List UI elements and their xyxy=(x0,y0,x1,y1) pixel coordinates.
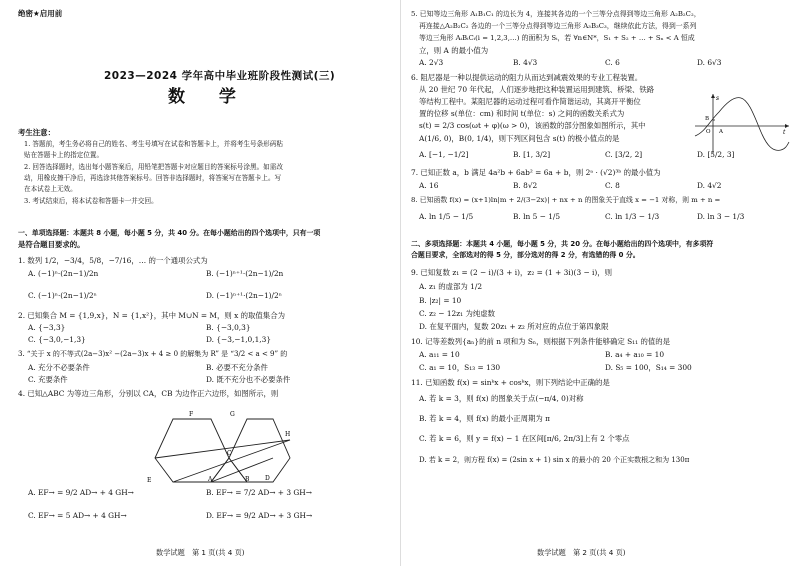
q2-option-a: A. {−3,3} xyxy=(28,323,66,332)
q5-option-d: D. 6√3 xyxy=(697,58,722,67)
q10-option-c: C. a₁ = 10，S₁₃ = 130 xyxy=(419,363,501,372)
q9-option-b: B. |z₂| = 10 xyxy=(419,296,462,305)
q7-option-d: D. 4√2 xyxy=(697,181,722,190)
page-footer: 数学试题 第 2 页(共 4 页) xyxy=(537,548,626,557)
q4-option-d: D. EF→ = 9/2 AD→ + 3 GH→ xyxy=(206,511,313,520)
point-a-label: A xyxy=(719,129,723,135)
label-e: E xyxy=(147,477,152,484)
q4-option-c: C. EF→ = 5 AD→ + 4 GH→ xyxy=(28,511,127,520)
notice-line: 在本试卷上无效。 xyxy=(24,185,77,193)
q5-option-c: C. 6 xyxy=(605,58,620,67)
q8-option-d: D. ln 3 − 1/3 xyxy=(697,212,745,221)
q2-option-d: D. {−3,−1,0,1,3} xyxy=(206,335,272,344)
notice-line: 贴在答题卡上的指定位置。 xyxy=(24,151,104,159)
q3-option-c: C. 充要条件 xyxy=(28,375,68,384)
hexagon-figure xyxy=(145,398,295,484)
section-2-heading: 二、多项选择题：本题共 4 小题，每小题 5 分，共 20 分。在每小题给出的四个选项中，有多项符 xyxy=(411,240,714,248)
q8-option-c: C. ln 1/3 − 1/3 xyxy=(605,212,660,221)
q4-option-b: B. EF→ = 7/2 AD→ + 3 GH→ xyxy=(206,488,312,497)
q6-option-a: A. [−1, −1/2] xyxy=(419,150,469,159)
q1-option-a: A. (−1)ⁿ·(2n−1)/2n xyxy=(28,269,99,278)
cosine-graph xyxy=(691,92,791,156)
q11-option-b: B. 若 k = 4，则 f(x) 的最小正周期为 π xyxy=(419,414,551,423)
q4-option-a: A. EF→ = 9/2 AD→ + 4 GH→ xyxy=(28,488,134,497)
q5-option-a: A. 2√3 xyxy=(419,58,444,67)
label-b: B xyxy=(245,476,250,483)
label-g: G xyxy=(230,411,235,418)
notice-line: 1. 答题前，考生务必将自己的姓名、考生号填写在试卷和答题卡上，并将考生号条形码粘 xyxy=(24,140,283,148)
q10-option-a: A. a₁₁ = 10 xyxy=(419,350,460,359)
question-3: 3. “关于 x 的不等式(2a−3)x² −(2a−3)x + 4 ≥ 0 的解集为 R” 是 “3/2 < a < 9” 的 xyxy=(18,350,288,358)
q1-option-b: B. (−1)ⁿ⁺¹·(2n−1)/2n xyxy=(206,269,284,278)
question-6: 6. 阻尼器是一种以提供运动的阻力从而达到减震效果的专业工程装置。 xyxy=(411,73,643,82)
q9-option-c: C. z₂ − 12z₁ 为纯虚数 xyxy=(419,309,496,318)
question-11: 11. 已知函数 f(x) = sinᵏx + cosᵏx，则下列结论中正确的是 xyxy=(411,378,610,387)
q9-option-d: D. 在复平面内，复数 20z₁ + z₂ 所对应的点位于第四象限 xyxy=(419,322,609,331)
q11-option-d: D. 若 k = 2，则方程 f(x) = (2sin x + 1) sin x 的最小的 20 个正实数根之和为 130π xyxy=(419,456,690,464)
question-1: 1. 数列 1/2，−3/4，5/8，−7/16，… 的一个通项公式为 xyxy=(18,256,208,265)
question-2: 2. 已知集合 M = {1,9,x}，N = {1,x²}，其中 M∪N = M，则 x 的取值集合为 xyxy=(18,311,285,320)
exam-title: 2023—2024 学年高中毕业班阶段性测试(三) xyxy=(104,70,336,82)
q10-option-d: D. S₅ = 100，S₁₄ = 300 xyxy=(605,363,692,372)
q10-option-b: B. a₄ + a₁₀ = 10 xyxy=(605,350,665,359)
q6-option-c: C. [3/2, 2] xyxy=(605,150,643,159)
q1-option-d: D. (−1)ⁿ⁺¹·(2n−1)/2ⁿ xyxy=(206,291,282,300)
notice-line: 3. 考试结束后，将本试卷和答题卡一并交回。 xyxy=(24,197,158,205)
page-2 xyxy=(400,0,800,566)
notice-line: 动，用橡皮擦干净后，再选涂其他答案标号。回答非选择题时，将答案写在答题卡上。写 xyxy=(24,174,282,182)
question-5: 5. 已知等边三角形 A₁B₁C₁ 的边长为 4，连接其各边的一个三等分点得到等边三角形 A₂B₂C₂， xyxy=(411,10,701,18)
section-1-heading: 一、单项选择题：本题共 8 小题，每小题 5 分，共 40 分。在每小题给出的四个选项中，只有一项 xyxy=(18,229,321,237)
origin-label: O xyxy=(706,129,711,135)
question-6-line: 置的位移 s(单位：cm) 和时间 t(单位：s) 之间的函数关系式为 xyxy=(419,109,625,118)
notice-line: 2. 回答选择题时，选出每小题答案后，用铅笔把答题卡对应题目的答案标号涂黑。如需改 xyxy=(24,163,283,171)
notice-heading: 考生注意： xyxy=(18,128,55,137)
question-5-line: 再连接△A₂B₂C₂ 各边的一个三等分点得到等边三角形 A₃B₃C₃，继续依此方法，得到一系列 xyxy=(419,22,697,30)
question-4: 4. 已知△ABC 为等边三角形，分别以 CA，CB 为边作正六边形，如图所示，则 xyxy=(18,389,279,398)
page-footer: 数学试题 第 1 页(共 4 页) xyxy=(156,548,245,557)
question-6-line: 等结构工程中。某阻尼器的运动过程可看作简谐运动，其离开平衡位 xyxy=(419,97,641,106)
q3-option-d: D. 既不充分也不必要条件 xyxy=(206,375,291,384)
q7-option-b: B. 8√2 xyxy=(513,181,538,190)
axis-label-s: s xyxy=(716,95,720,102)
label-a: A xyxy=(208,476,213,483)
q6-option-b: B. [1, 3/2] xyxy=(513,150,551,159)
label-h: H xyxy=(285,431,291,438)
q5-option-b: B. 4√3 xyxy=(513,58,538,67)
question-9: 9. 已知复数 z₁ = (2 − i)/(3 + i)，z₂ = (1 + 3i)(3 − i)，则 xyxy=(411,268,613,277)
q1-option-c: C. (−1)ⁿ·(2n−1)/2ⁿ xyxy=(28,291,97,300)
q2-option-b: B. {−3,0,3} xyxy=(206,323,251,332)
q7-option-c: C. 8 xyxy=(605,181,620,190)
axis-label-t: t xyxy=(783,129,786,136)
section-2-heading-cont: 合题目要求，全部选对的得 5 分，部分选对的得 2 分，有选错的得 0 分。 xyxy=(411,251,640,259)
label-f: F xyxy=(189,411,194,418)
q8-option-b: B. ln 5 − 1/5 xyxy=(513,212,561,221)
question-5-line: 立，则 A 的最小值为 xyxy=(419,46,489,55)
q7-option-a: A. 16 xyxy=(419,181,439,190)
q11-option-c: C. 若 k = 6，则 y = f(x) − 1 在区间[π/6, 2π/3]上有 2 个零点 xyxy=(419,434,630,443)
question-8: 8. 已知函数 f(x) = (x+1)ln|m + 2/(3−2x)| + nx + n 的图象关于直线 x = −1 对称，则 m + n = xyxy=(411,196,721,204)
q9-option-a: A. z₁ 的虚部为 1/2 xyxy=(419,282,483,291)
q3-option-b: B. 必要不充分条件 xyxy=(206,363,268,372)
question-10: 10. 记等差数列{aₙ}的前 n 项和为 Sₙ，则根据下列条件能够确定 S₁₁ 的值的是 xyxy=(411,337,671,346)
question-6-line: 从 20 世纪 70 年代起，人们逐步地把这种装置运用到建筑、桥梁、铁路 xyxy=(419,85,655,94)
question-6-line: s(t) = 2/3 cos(ωt + φ)(ω > 0)，该函数的部分图象如图所示，其中 xyxy=(419,121,646,130)
question-5-line: 等边三角形 AᵢBᵢCᵢ(i = 1,2,3,…) 的面积为 Sᵢ，若 ∀n∈N*，S₁ + S₂ + … + Sₙ < A 恒成 xyxy=(419,34,695,42)
subject-title: 数 学 xyxy=(168,87,250,107)
label-d: D xyxy=(265,475,270,482)
q2-option-c: C. {−3,0,−1,3} xyxy=(28,335,86,344)
point-b-label: B xyxy=(705,116,710,122)
q11-option-a: A. 若 k = 3，则 f(x) 的图象关于点(−π/4, 0)对称 xyxy=(419,394,584,403)
secret-label: 绝密★启用前 xyxy=(18,9,63,18)
question-6-line: A(1/6, 0)，B(0, 1/4)，则下列区间包含 s(t) 的极小值点的是 xyxy=(419,134,620,143)
section-1-heading-cont: 是符合题目要求的。 xyxy=(18,240,85,249)
q6-option-d: D. [5/2, 3] xyxy=(697,150,735,159)
question-7: 7. 已知正数 a，b 满足 4a²b + 6ab² = 6a + b，则 2ᵃ · (√2)³ᵇ 的最小值为 xyxy=(411,168,661,177)
q3-option-a: A. 充分不必要条件 xyxy=(28,363,90,372)
label-c: C xyxy=(227,450,232,457)
q8-option-a: A. ln 1/5 − 1/5 xyxy=(419,212,474,221)
